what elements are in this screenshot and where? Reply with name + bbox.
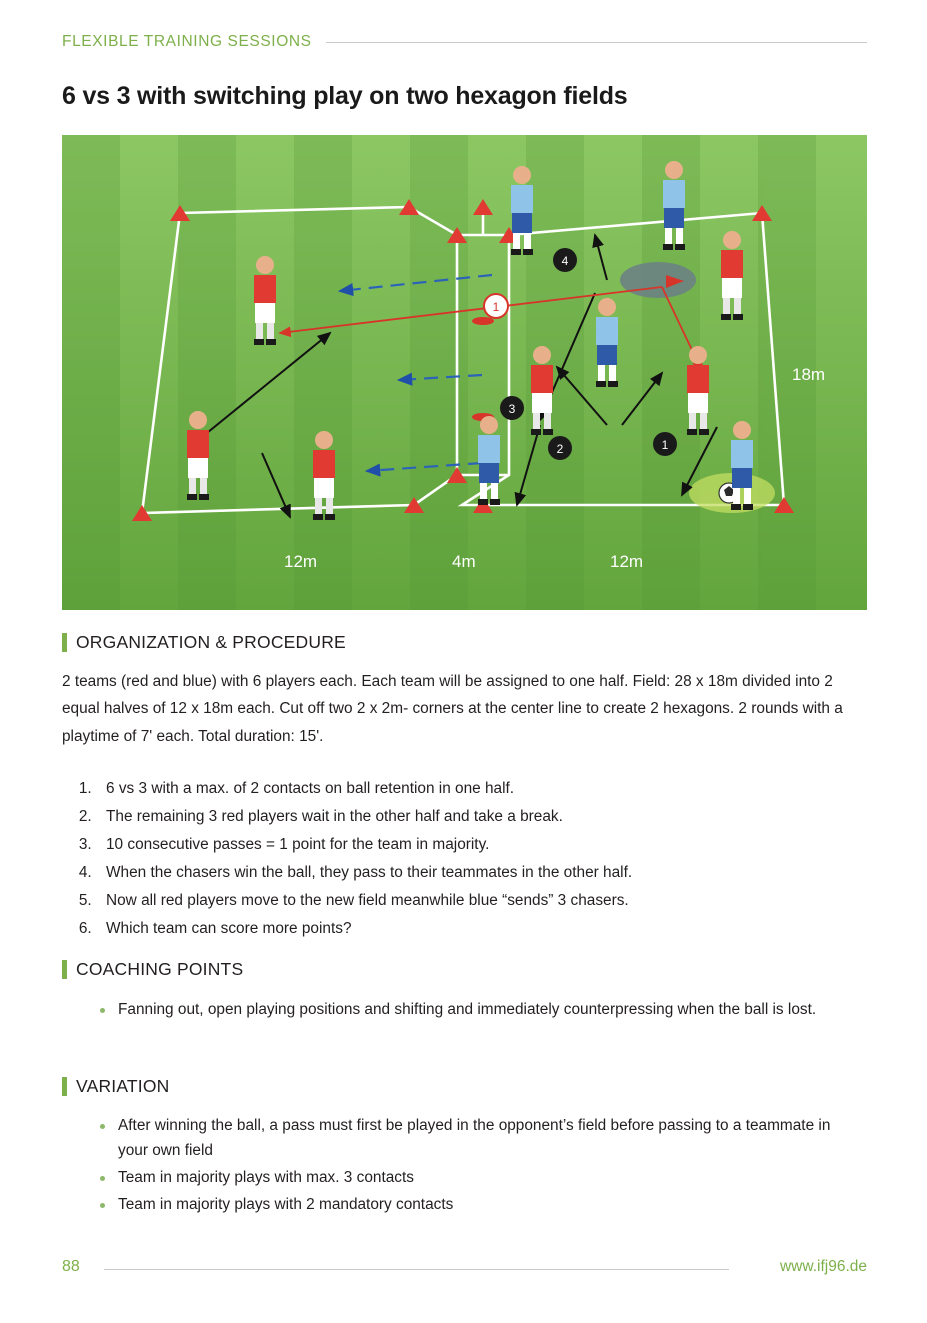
organization-paragraph: 2 teams (red and blue) with 6 players each. Each team will be assigned to one half. Field: 28 x 18m divided into 2 equal halves of 12 x 18m each. Cut off two 2 x 2m- corners at the center line to create 2 hexagons. 2 rounds with a playtime of 7' each. Total duration: 15'. xyxy=(62,673,843,745)
svg-text:1: 1 xyxy=(661,438,669,452)
list-item: Fanning out, open playing positions and shifting and immediately counterpressing when the ball is lost. xyxy=(100,998,859,1023)
svg-text:4: 4 xyxy=(561,254,569,268)
list-item: Team in majority plays with max. 3 contacts xyxy=(100,1166,864,1191)
list-item: 6. Which team can score more points? xyxy=(96,915,852,943)
page-header xyxy=(62,33,867,51)
svg-text:3: 3 xyxy=(508,402,516,416)
list-item: 4. When the chasers win the ball, they pass to their teammates in the other half. xyxy=(96,859,852,887)
coaching-points-list xyxy=(74,998,859,1025)
section-heading-organization xyxy=(62,632,346,653)
header-divider xyxy=(326,42,867,43)
label-right-height: 18m xyxy=(792,365,826,384)
list-item: Team in majority plays with 2 mandatory contacts xyxy=(100,1193,864,1218)
section-title-variation: VARIATION xyxy=(76,1076,170,1096)
footer-page-number: 88 xyxy=(62,1258,80,1275)
section-title-coaching: COACHING POINTS xyxy=(76,959,244,979)
label-bottom-right: 12m xyxy=(610,552,644,571)
list-item: After winning the ball, a pass must first be played in the opponent’s field before passing to a teammate in your own field xyxy=(100,1114,864,1164)
procedure-step-list xyxy=(62,775,852,943)
page-title: 6 vs 3 with switching play on two hexagon fields xyxy=(62,82,628,110)
svg-text:2: 2 xyxy=(556,442,564,456)
training-diagram xyxy=(62,135,867,610)
list-item: 3. 10 consecutive passes = 1 point for the team in majority. xyxy=(96,831,852,859)
list-item: 1. 6 vs 3 with a max. of 2 contacts on ball retention in one half. xyxy=(96,775,852,803)
section-accent-bar xyxy=(62,960,67,979)
svg-text:1: 1 xyxy=(492,300,500,314)
list-item: 2. The remaining 3 red players wait in the other half and take a break. xyxy=(96,803,852,831)
footer-divider xyxy=(104,1269,729,1270)
section-accent-bar xyxy=(62,1077,67,1096)
variation-list xyxy=(74,1114,864,1220)
section-heading-coaching xyxy=(62,959,243,980)
footer-url: www.ifj96.de xyxy=(779,1258,867,1275)
section-heading-variation xyxy=(62,1076,170,1097)
list-item: 5. Now all red players move to the new field meanwhile blue “sends” 3 chasers. xyxy=(96,887,852,915)
section-accent-bar xyxy=(62,633,67,652)
label-bottom-left: 12m xyxy=(284,552,318,571)
label-bottom-center: 4m xyxy=(452,552,476,571)
header-kicker: FLEXIBLE TRAINING SESSIONS xyxy=(62,33,312,50)
section-title-organization: ORGANIZATION & PROCEDURE xyxy=(76,632,346,652)
